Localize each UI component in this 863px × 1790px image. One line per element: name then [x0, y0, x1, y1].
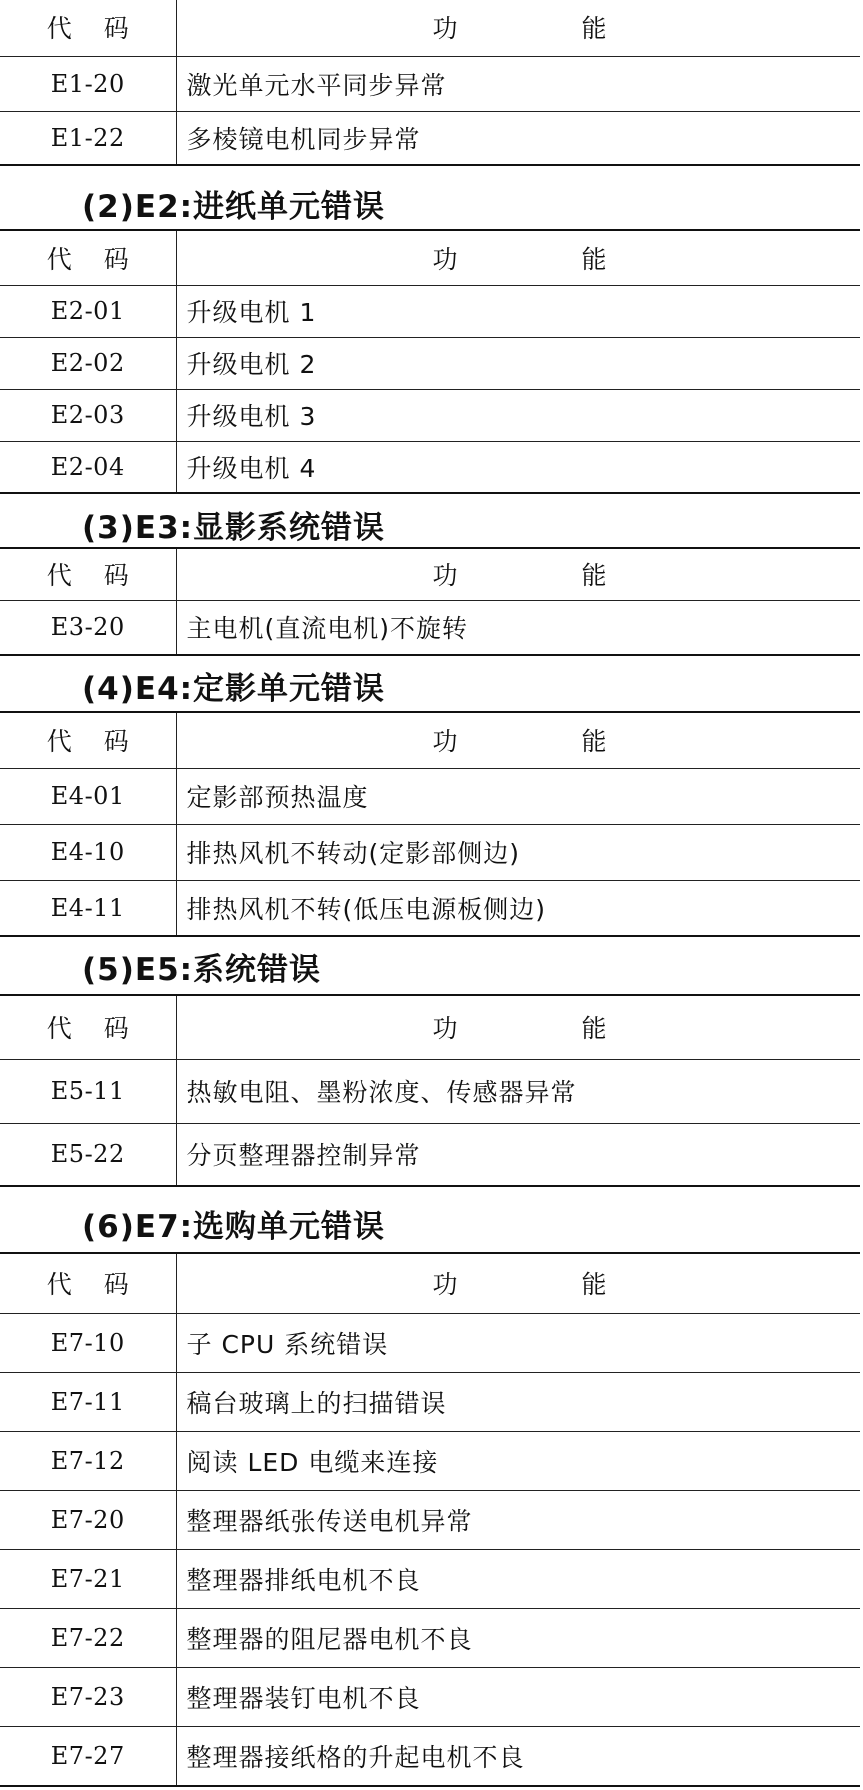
section-e2 [0, 229, 860, 494]
table-row [0, 824, 860, 880]
header-function-part1: 功 [432, 1270, 458, 1300]
error-code: E1-20 [0, 56, 176, 111]
error-code: E2-02 [0, 337, 176, 389]
section-e1 [0, 0, 860, 166]
error-code-table [0, 229, 860, 494]
table-row [0, 1431, 860, 1490]
error-description: 热敏电阻、墨粉浓度、传感器异常 [176, 1059, 860, 1123]
error-code: E7-11 [0, 1372, 176, 1431]
table-row [0, 441, 860, 493]
header-function-part1: 功 [432, 14, 458, 44]
table-row [0, 1123, 860, 1186]
error-code-table [0, 711, 860, 937]
header-function-part2: 能 [581, 14, 607, 44]
error-code: E4-11 [0, 880, 176, 936]
section-title: (2)E2:进纸单元错误 [82, 189, 386, 225]
table-header-row [0, 995, 860, 1059]
table-header-row [0, 712, 860, 768]
error-code: E7-21 [0, 1549, 176, 1608]
error-code: E4-10 [0, 824, 176, 880]
table-header-row [0, 0, 860, 56]
header-code: 代 码 [0, 230, 176, 285]
header-function-part1: 功 [432, 727, 458, 757]
error-description: 激光单元水平同步异常 [176, 56, 860, 111]
header-function-part2: 能 [581, 1270, 607, 1300]
error-description: 子 CPU 系统错误 [176, 1313, 860, 1372]
table-row [0, 600, 860, 655]
error-description: 多棱镜电机同步异常 [176, 111, 860, 165]
error-code: E7-22 [0, 1608, 176, 1667]
error-code: E1-22 [0, 111, 176, 165]
header-function [176, 1253, 860, 1313]
error-description: 排热风机不转动(定影部侧边) [176, 824, 860, 880]
error-code: E7-10 [0, 1313, 176, 1372]
header-code: 代 码 [0, 995, 176, 1059]
header-function [176, 0, 860, 56]
error-description: 整理器装钉电机不良 [176, 1667, 860, 1726]
error-code: E5-22 [0, 1123, 176, 1186]
error-code: E4-01 [0, 768, 176, 824]
table-row [0, 1549, 860, 1608]
error-description: 升级电机 3 [176, 389, 860, 441]
table-row [0, 1059, 860, 1123]
header-function [176, 230, 860, 285]
header-function-part1: 功 [432, 1014, 458, 1044]
table-row [0, 56, 860, 111]
error-description: 升级电机 4 [176, 441, 860, 493]
table-row [0, 1726, 860, 1786]
error-code: E3-20 [0, 600, 176, 655]
table-row [0, 1490, 860, 1549]
error-code-table [0, 0, 860, 166]
error-code: E2-03 [0, 389, 176, 441]
table-row [0, 768, 860, 824]
error-description: 稿台玻璃上的扫描错误 [176, 1372, 860, 1431]
section-e7 [0, 1252, 860, 1787]
section-title: (6)E7:选购单元错误 [82, 1209, 386, 1245]
error-code-table [0, 1252, 860, 1787]
error-code: E2-01 [0, 285, 176, 337]
error-code: E5-11 [0, 1059, 176, 1123]
table-row [0, 1372, 860, 1431]
error-description: 阅读 LED 电缆来连接 [176, 1431, 860, 1490]
error-description: 主电机(直流电机)不旋转 [176, 600, 860, 655]
section-title: (3)E3:显影系统错误 [82, 510, 386, 546]
section-e4 [0, 711, 860, 937]
error-description: 定影部预热温度 [176, 768, 860, 824]
error-description: 整理器接纸格的升起电机不良 [176, 1726, 860, 1786]
header-function-part2: 能 [581, 727, 607, 757]
header-function [176, 995, 860, 1059]
error-description: 升级电机 1 [176, 285, 860, 337]
header-function-part2: 能 [581, 1014, 607, 1044]
table-header-row [0, 230, 860, 285]
header-code: 代 码 [0, 0, 176, 56]
header-code: 代 码 [0, 548, 176, 600]
error-description: 升级电机 2 [176, 337, 860, 389]
table-row [0, 1667, 860, 1726]
error-description: 排热风机不转(低压电源板侧边) [176, 880, 860, 936]
table-header-row [0, 1253, 860, 1313]
error-description: 整理器纸张传送电机异常 [176, 1490, 860, 1549]
error-code: E2-04 [0, 441, 176, 493]
error-code-table [0, 994, 860, 1187]
section-e5 [0, 994, 860, 1187]
error-code: E7-20 [0, 1490, 176, 1549]
header-function-part1: 功 [432, 561, 458, 591]
error-description: 分页整理器控制异常 [176, 1123, 860, 1186]
header-function [176, 712, 860, 768]
error-code: E7-27 [0, 1726, 176, 1786]
section-title: (5)E5:系统错误 [82, 952, 322, 988]
table-row [0, 285, 860, 337]
section-e3 [0, 547, 860, 656]
table-row [0, 389, 860, 441]
header-code: 代 码 [0, 712, 176, 768]
table-row [0, 880, 860, 936]
table-row [0, 1313, 860, 1372]
section-title: (4)E4:定影单元错误 [82, 671, 386, 707]
header-code: 代 码 [0, 1253, 176, 1313]
error-code: E7-23 [0, 1667, 176, 1726]
error-code: E7-12 [0, 1431, 176, 1490]
table-header-row [0, 548, 860, 600]
header-function-part2: 能 [581, 561, 607, 591]
header-function [176, 548, 860, 600]
error-description: 整理器排纸电机不良 [176, 1549, 860, 1608]
table-row [0, 111, 860, 165]
error-code-table [0, 547, 860, 656]
header-function-part2: 能 [581, 244, 607, 274]
table-row [0, 1608, 860, 1667]
header-function-part1: 功 [432, 244, 458, 274]
error-description: 整理器的阻尼器电机不良 [176, 1608, 860, 1667]
table-row [0, 337, 860, 389]
